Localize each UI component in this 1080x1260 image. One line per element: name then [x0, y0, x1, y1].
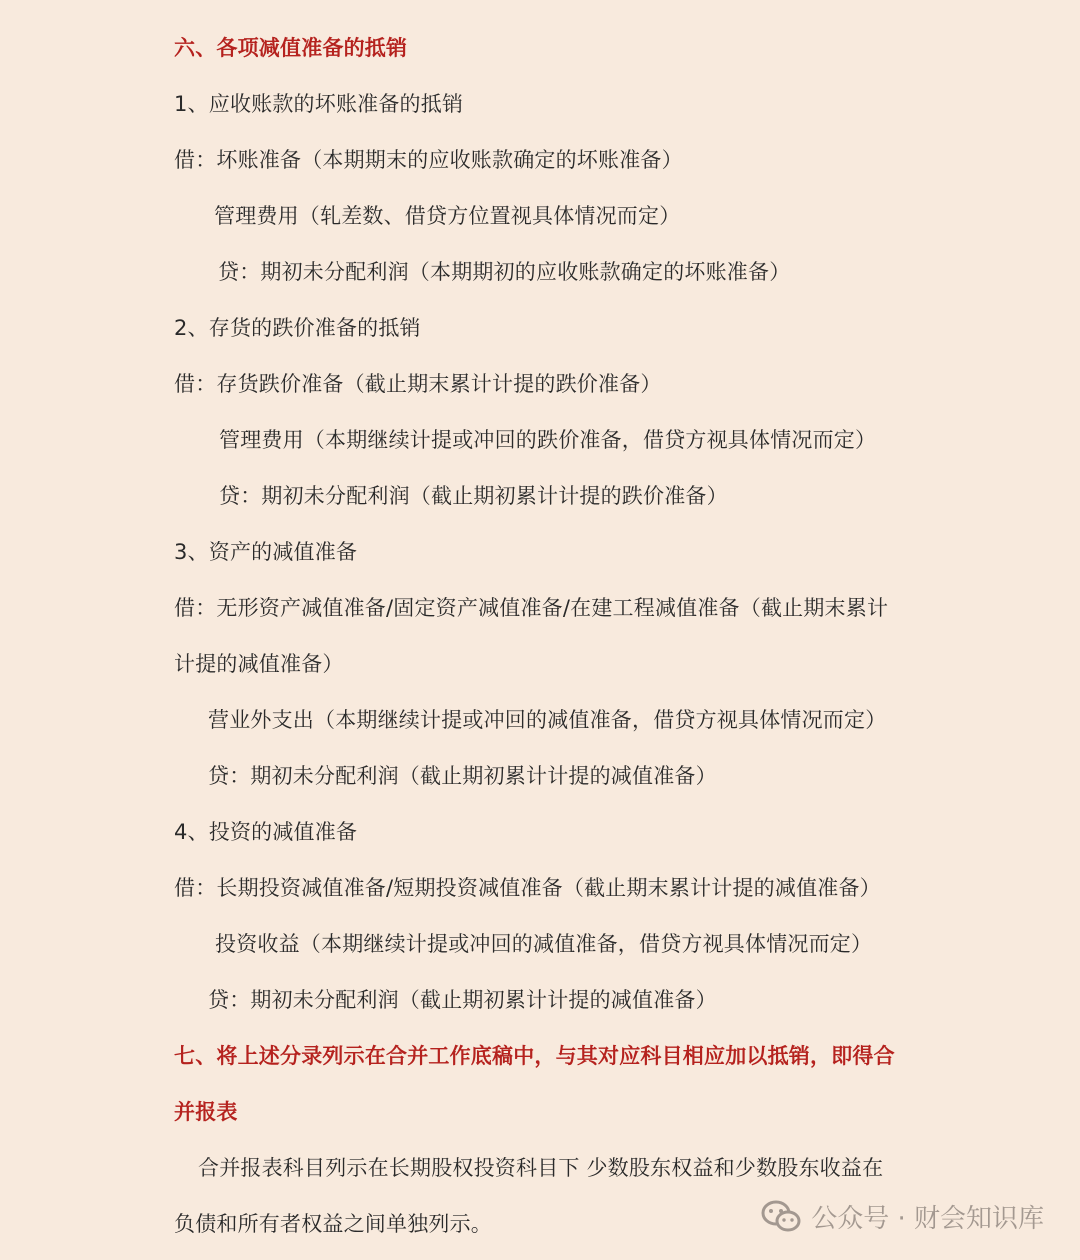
entry-line: 借：长期投资减值准备/短期投资减值准备（截止期末累计计提的减值准备） — [174, 876, 881, 900]
section-heading-7-cont: 并报表 — [174, 1100, 238, 1124]
section-heading-7: 七、将上述分录列示在合并工作底稿中，与其对应科目相应加以抵销，即得合 — [174, 1044, 895, 1068]
wechat-icon — [761, 1200, 801, 1232]
subsection-title-3: 3、资产的减值准备 — [174, 540, 358, 564]
entry-line: 贷：期初未分配利润（截止期初累计计提的跌价准备） — [219, 484, 728, 508]
entry-line: 借：坏账准备（本期期末的应收账款确定的坏账准备） — [174, 148, 683, 172]
entry-line: 贷：期初未分配利润（本期期初的应收账款确定的坏账准备） — [218, 260, 791, 284]
entry-line: 贷：期初未分配利润（截止期初累计计提的减值准备） — [208, 988, 717, 1012]
paragraph-line: 合并报表科目列示在长期股权投资科目下 少数股东权益和少数股东收益在 — [198, 1156, 884, 1180]
entry-line: 投资收益（本期继续计提或冲回的减值准备，借贷方视具体情况而定） — [215, 932, 873, 956]
entry-line: 贷：期初未分配利润（截止期初累计计提的减值准备） — [208, 764, 717, 788]
subsection-title-1: 1、应收账款的坏账准备的抵销 — [174, 92, 464, 116]
entry-line: 营业外支出（本期继续计提或冲回的减值准备，借贷方视具体情况而定） — [208, 708, 887, 732]
entry-line: 管理费用（轧差数、借贷方位置视具体情况而定） — [214, 204, 681, 228]
section-heading-6: 六、各项减值准备的抵销 — [174, 36, 408, 60]
entry-line: 借：存货跌价准备（截止期末累计计提的跌价准备） — [174, 372, 662, 396]
subsection-title-4: 4、投资的减值准备 — [174, 820, 358, 844]
watermark — [761, 1198, 1044, 1234]
entry-line: 计提的减值准备） — [174, 652, 344, 676]
subsection-title-2: 2、存货的跌价准备的抵销 — [174, 316, 421, 340]
entry-line: 管理费用（本期继续计提或冲回的跌价准备，借贷方视具体情况而定） — [219, 428, 877, 452]
paragraph-line: 负债和所有者权益之间单独列示。 — [174, 1212, 492, 1236]
watermark-text: 公众号 · 财会知识库 — [811, 1203, 1044, 1234]
entry-line: 借：无形资产减值准备/固定资产减值准备/在建工程减值准备（截止期末累计 — [174, 596, 889, 620]
